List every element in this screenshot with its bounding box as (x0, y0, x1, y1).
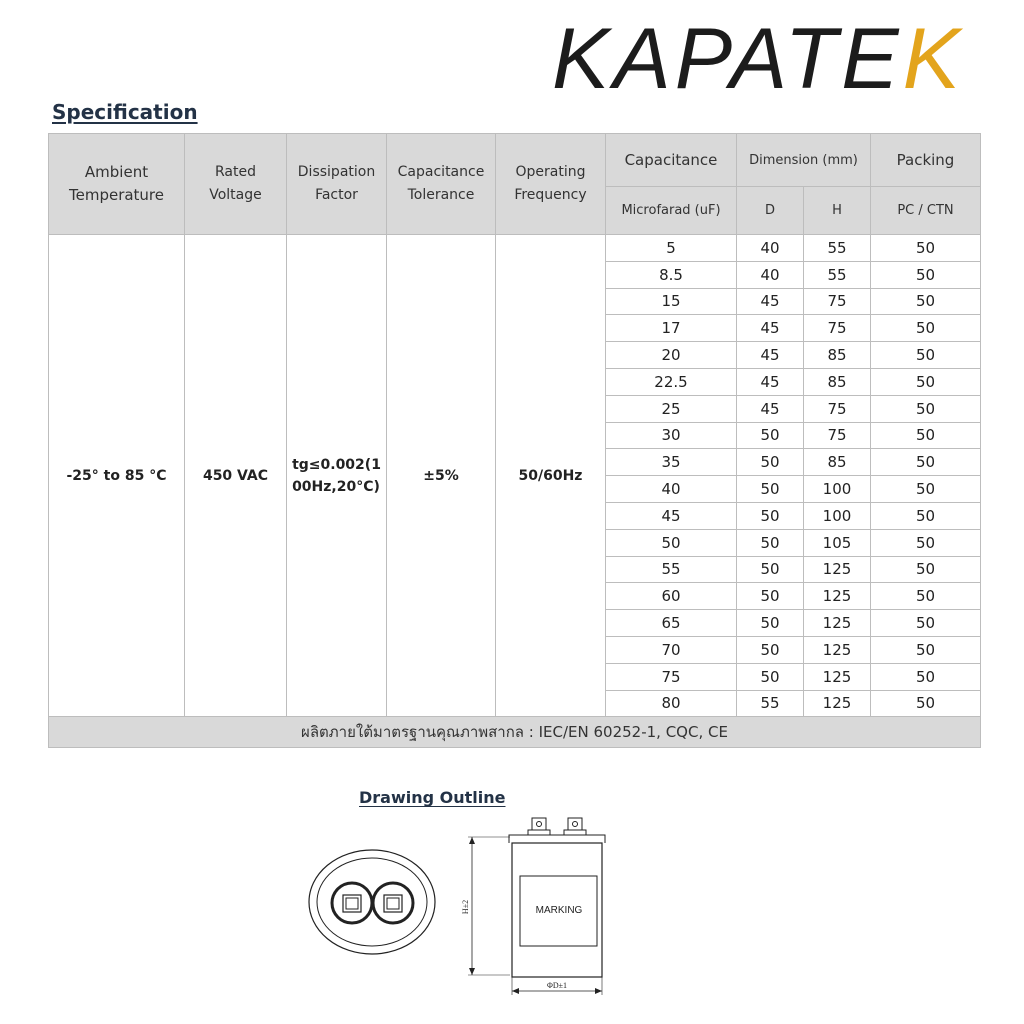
header-dissipation-factor: Dissipation Factor (287, 134, 387, 235)
packing-cell: 50 (871, 342, 981, 369)
packing-cell: 50 (871, 690, 981, 717)
height-cell: 75 (804, 288, 871, 315)
height-cell: 55 (804, 235, 871, 262)
header-rated-voltage: Rated Voltage (185, 134, 287, 235)
diameter-cell: 50 (737, 636, 804, 663)
diameter-cell: 45 (737, 368, 804, 395)
brand-logo (552, 11, 992, 107)
capacitance-cell: 20 (606, 342, 737, 369)
capacitance-cell: 70 (606, 636, 737, 663)
header-h: H (804, 187, 871, 235)
diameter-cell: 45 (737, 315, 804, 342)
diameter-cell: 40 (737, 261, 804, 288)
diameter-cell: 45 (737, 342, 804, 369)
capacitance-cell: 22.5 (606, 368, 737, 395)
capacitance-cell: 60 (606, 583, 737, 610)
height-cell: 125 (804, 583, 871, 610)
packing-cell: 50 (871, 315, 981, 342)
marking-label: MARKING (535, 905, 583, 916)
height-cell: 75 (804, 395, 871, 422)
dissipation-factor-value (287, 235, 387, 717)
header-packing: Packing (871, 134, 981, 187)
ambient-temperature-value: -25° to 85 °C (49, 235, 185, 717)
capacitance-cell: 25 (606, 395, 737, 422)
height-cell: 125 (804, 556, 871, 583)
packing-cell: 50 (871, 636, 981, 663)
capacitance-cell: 50 (606, 529, 737, 556)
height-cell: 125 (804, 610, 871, 637)
header-operating-frequency: Operating Frequency (496, 134, 606, 235)
height-cell: 105 (804, 529, 871, 556)
capacitance-cell: 80 (606, 690, 737, 717)
capacitance-cell: 45 (606, 502, 737, 529)
height-dimension-label: H±2 (461, 899, 470, 915)
packing-cell: 50 (871, 288, 981, 315)
header-ambient-temperature: Ambient Temperature (49, 134, 185, 235)
diameter-cell: 50 (737, 476, 804, 503)
packing-cell: 50 (871, 502, 981, 529)
diameter-cell: 45 (737, 395, 804, 422)
height-cell: 85 (804, 342, 871, 369)
drawing-outline-title: Drawing Outline (359, 788, 506, 807)
packing-cell: 50 (871, 261, 981, 288)
packing-cell: 50 (871, 395, 981, 422)
diameter-dimension-label: ΦD±1 (546, 981, 568, 990)
header-d: D (737, 187, 804, 235)
height-cell: 55 (804, 261, 871, 288)
top-view-drawing (309, 850, 435, 954)
header-dimension: Dimension (mm) (737, 134, 871, 187)
specification-table (48, 133, 981, 748)
diameter-cell: 55 (737, 690, 804, 717)
diameter-cell: 50 (737, 529, 804, 556)
capacitance-cell: 65 (606, 610, 737, 637)
packing-cell: 50 (871, 422, 981, 449)
capacitance-cell: 35 (606, 449, 737, 476)
height-cell: 85 (804, 368, 871, 395)
packing-cell: 50 (871, 449, 981, 476)
header-pc-ctn: PC / CTN (871, 187, 981, 235)
logo-main-text: KAPATE (552, 11, 903, 107)
height-cell: 100 (804, 502, 871, 529)
capacitance-cell: 5 (606, 235, 737, 262)
diameter-cell: 50 (737, 422, 804, 449)
header-microfarad: Microfarad (uF) (606, 187, 737, 235)
table-row (49, 235, 981, 262)
logo-accent-letter: K (902, 11, 964, 107)
drawing-outline-figure (300, 815, 630, 1000)
header-capacitance: Capacitance (606, 134, 737, 187)
diameter-cell: 45 (737, 288, 804, 315)
height-cell: 75 (804, 422, 871, 449)
packing-cell: 50 (871, 529, 981, 556)
diameter-cell: 50 (737, 502, 804, 529)
height-cell: 85 (804, 449, 871, 476)
diameter-cell: 50 (737, 556, 804, 583)
packing-cell: 50 (871, 235, 981, 262)
rated-voltage-value: 450 VAC (185, 235, 287, 717)
height-cell: 125 (804, 663, 871, 690)
capacitance-cell: 15 (606, 288, 737, 315)
packing-cell: 50 (871, 610, 981, 637)
diameter-cell: 40 (737, 235, 804, 262)
capacitance-cell: 8.5 (606, 261, 737, 288)
header-capacitance-tolerance: Capacitance Tolerance (387, 134, 496, 235)
height-cell: 125 (804, 636, 871, 663)
diameter-cell: 50 (737, 583, 804, 610)
diameter-cell: 50 (737, 449, 804, 476)
diameter-cell: 50 (737, 663, 804, 690)
capacitance-cell: 75 (606, 663, 737, 690)
capacitance-tolerance-value: ±5% (387, 235, 496, 717)
standards-footer: ผลิตภายใต้มาตรฐานคุณภาพสากล : IEC/EN 60252-1, CQC, CE (49, 717, 981, 748)
packing-cell: 50 (871, 556, 981, 583)
packing-cell: 50 (871, 663, 981, 690)
operating-frequency-value: 50/60Hz (496, 235, 606, 717)
capacitance-cell: 30 (606, 422, 737, 449)
capacitance-cell: 55 (606, 556, 737, 583)
height-cell: 75 (804, 315, 871, 342)
dissipation-factor-line: tg≤0.002(1 (292, 456, 381, 473)
capacitance-cell: 17 (606, 315, 737, 342)
standards-footer-row (49, 717, 981, 748)
packing-cell: 50 (871, 476, 981, 503)
dissipation-factor-line: 00Hz,20°C) (292, 478, 380, 495)
specification-title: Specification (52, 100, 198, 124)
packing-cell: 50 (871, 583, 981, 610)
diameter-cell: 50 (737, 610, 804, 637)
height-cell: 125 (804, 690, 871, 717)
height-cell: 100 (804, 476, 871, 503)
packing-cell: 50 (871, 368, 981, 395)
capacitance-cell: 40 (606, 476, 737, 503)
